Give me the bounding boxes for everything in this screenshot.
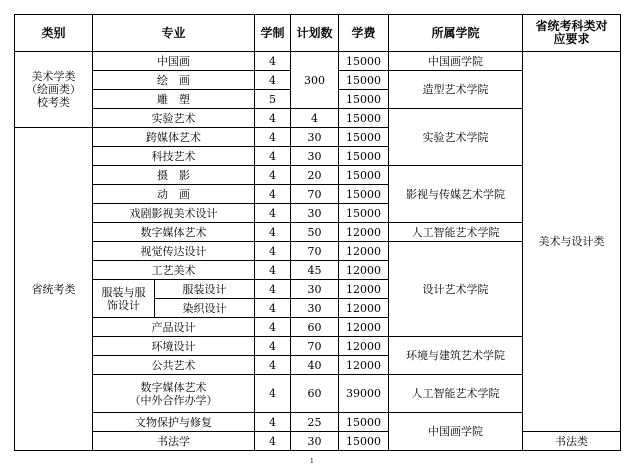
quota-cell: 60	[291, 318, 339, 337]
fee-cell: 15000	[339, 432, 389, 451]
fee-cell: 15000	[339, 413, 389, 432]
quota-cell: 30	[291, 432, 339, 451]
group-school-exam-line1: 美术学类	[31, 70, 76, 83]
quota-cell: 70	[291, 242, 339, 261]
duration-cell: 4	[255, 204, 291, 223]
fee-cell: 15000	[339, 90, 389, 109]
duration-cell: 5	[255, 90, 291, 109]
header-duration: 学制	[255, 15, 291, 52]
fee-cell: 12000	[339, 299, 389, 318]
header-requirement-line1: 省统考科类对	[535, 19, 608, 33]
header-major: 专业	[93, 15, 255, 52]
fee-cell: 39000	[339, 375, 389, 413]
major-group-cell	[93, 280, 155, 318]
college-cell: 环境与建筑艺术学院	[389, 337, 523, 375]
fee-cell: 12000	[339, 242, 389, 261]
duration-cell: 4	[255, 71, 291, 90]
table-row	[15, 432, 621, 451]
duration-cell: 4	[255, 280, 291, 299]
fee-cell: 15000	[339, 109, 389, 128]
duration-cell: 4	[255, 147, 291, 166]
quota-cell: 4	[291, 109, 339, 128]
duration-cell: 4	[255, 413, 291, 432]
header-requirement	[523, 15, 621, 52]
duration-cell: 4	[255, 261, 291, 280]
duration-cell: 4	[255, 375, 291, 413]
duration-cell: 4	[255, 242, 291, 261]
major-cell: 摄 影	[93, 166, 255, 185]
duration-cell: 4	[255, 223, 291, 242]
duration-cell: 4	[255, 337, 291, 356]
college-cell: 造型艺术学院	[389, 71, 523, 109]
major-cell: 中国画	[93, 52, 255, 71]
header-requirement-line2: 应要求	[553, 32, 590, 46]
fee-cell: 12000	[339, 280, 389, 299]
fee-cell: 12000	[339, 318, 389, 337]
major-cell: 雕 塑	[93, 90, 255, 109]
college-cell: 人工智能艺术学院	[389, 375, 523, 413]
major-cell: 产品设计	[93, 318, 255, 337]
fee-cell: 12000	[339, 337, 389, 356]
fee-cell: 12000	[339, 223, 389, 242]
quota-cell: 30	[291, 204, 339, 223]
table-row	[15, 52, 621, 71]
quota-cell: 300	[291, 52, 339, 109]
header-quota: 计划数	[291, 15, 339, 52]
quota-cell: 20	[291, 166, 339, 185]
quota-cell: 70	[291, 185, 339, 204]
quota-cell: 50	[291, 223, 339, 242]
major-cell: 文物保护与修复	[93, 413, 255, 432]
sub-major-cell: 服装设计	[155, 280, 255, 299]
header-fee: 学费	[339, 15, 389, 52]
quota-cell: 30	[291, 147, 339, 166]
header-college: 所属学院	[389, 15, 523, 52]
fee-cell: 15000	[339, 71, 389, 90]
quota-cell: 30	[291, 128, 339, 147]
major-cell	[93, 375, 255, 413]
fee-cell: 12000	[339, 356, 389, 375]
duration-cell: 4	[255, 52, 291, 71]
duration-cell: 4	[255, 299, 291, 318]
group-school-exam-line2: （绘画类）	[26, 83, 81, 96]
quota-cell: 70	[291, 337, 339, 356]
duration-cell: 4	[255, 318, 291, 337]
major-cell: 数字媒体艺术	[93, 223, 255, 242]
major-cell: 书法学	[93, 432, 255, 451]
major-cell: 实验艺术	[93, 109, 255, 128]
duration-cell: 4	[255, 185, 291, 204]
header-row	[15, 15, 621, 52]
college-cell: 中国画学院	[389, 413, 523, 451]
fee-cell: 15000	[339, 185, 389, 204]
header-category: 类别	[15, 15, 93, 52]
college-cell: 实验艺术学院	[389, 109, 523, 166]
major-cell: 绘 画	[93, 71, 255, 90]
quota-cell: 45	[291, 261, 339, 280]
college-cell: 设计艺术学院	[389, 242, 523, 337]
duration-cell: 4	[255, 432, 291, 451]
quota-cell: 40	[291, 356, 339, 375]
requirement-cell: 美术与设计类	[523, 52, 621, 432]
sub-major-cell: 染织设计	[155, 299, 255, 318]
fee-cell: 15000	[339, 128, 389, 147]
fee-cell: 15000	[339, 147, 389, 166]
group-school-exam-line3: 校考类	[37, 96, 70, 109]
major-line1: 数字媒体艺术	[140, 380, 207, 394]
requirement-cell: 书法类	[523, 432, 621, 451]
group-school-exam	[15, 52, 93, 128]
major-cell: 环境设计	[93, 337, 255, 356]
admission-plan-table	[14, 14, 621, 451]
college-cell: 中国画学院	[389, 52, 523, 71]
major-group-line1: 服装与服	[101, 285, 146, 299]
quota-cell: 30	[291, 280, 339, 299]
duration-cell: 4	[255, 128, 291, 147]
major-cell: 科技艺术	[93, 147, 255, 166]
major-cell: 公共艺术	[93, 356, 255, 375]
fee-cell: 15000	[339, 52, 389, 71]
page-number: 1	[310, 458, 314, 465]
major-cell: 工艺美术	[93, 261, 255, 280]
quota-cell: 60	[291, 375, 339, 413]
duration-cell: 4	[255, 109, 291, 128]
college-cell: 影视与传媒艺术学院	[389, 166, 523, 223]
quota-cell: 25	[291, 413, 339, 432]
fee-cell: 12000	[339, 261, 389, 280]
major-cell: 戏剧影视美术设计	[93, 204, 255, 223]
duration-cell: 4	[255, 166, 291, 185]
fee-cell: 15000	[339, 204, 389, 223]
group-provincial-exam: 省统考类	[15, 128, 93, 451]
major-line2: （中外合作办学）	[129, 393, 218, 407]
college-cell: 人工智能艺术学院	[389, 223, 523, 242]
major-group-line2: 饰设计	[107, 298, 140, 312]
major-cell: 跨媒体艺术	[93, 128, 255, 147]
fee-cell: 15000	[339, 166, 389, 185]
major-cell: 动 画	[93, 185, 255, 204]
quota-cell: 30	[291, 299, 339, 318]
duration-cell: 4	[255, 356, 291, 375]
major-cell: 视觉传达设计	[93, 242, 255, 261]
